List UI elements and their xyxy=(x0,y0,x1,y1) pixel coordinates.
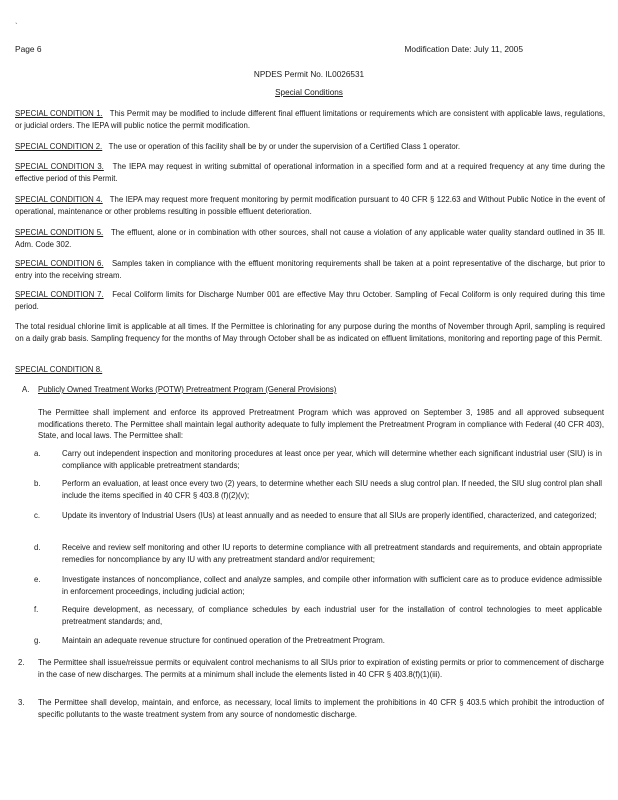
list-item-a xyxy=(34,448,602,471)
item-text: Investigate instances of noncompliance, collect and analyze samples, and compile other information with sufficient care as to produce evidence admissible in enforcement proceedings, including judicial action; xyxy=(62,575,602,596)
item-text: Update its inventory of Industrial Users (IUs) at least annually and as needed to ensure that all SIUs are properly identified, characterized, and categorized; xyxy=(62,511,597,520)
list-item-c xyxy=(34,510,602,522)
permit-number: NPDES Permit No. IL0026531 xyxy=(253,70,365,79)
condition-label: SPECIAL CONDITION 5. xyxy=(15,228,104,237)
list-item-e xyxy=(34,574,602,597)
item-text: The Permittee shall develop, maintain, and enforce, as necessary, local limits to implement the prohibitions in 40 CFR § 403.5 which prohibit the introduction of specific pollutants to the waste treatment system from any source of nondomestic discharge. xyxy=(38,698,604,719)
special-condition-7 xyxy=(15,289,605,312)
numbered-item-3 xyxy=(18,697,604,720)
chlorine-paragraph: The total residual chlorine limit is applicable at all times. If the Permittee is chlorinating for any purpose during the months of November through April, sampling is required on a daily grab basis. Sampling frequency for the months of May through October shall be as indicated on effluent limitations, monitoring and reporting page of this Permit. xyxy=(15,322,605,343)
condition-text: The IEPA may request in writing submittal of operational information in a specified form and at a required frequency at any time during the effective period of this Permit. xyxy=(15,162,606,183)
condition-label: SPECIAL CONDITION 6. xyxy=(15,259,104,268)
special-condition-1 xyxy=(15,108,605,131)
item-label: 3. xyxy=(18,698,25,707)
section-title: Special Conditions xyxy=(275,88,343,97)
numbered-item-2 xyxy=(18,657,604,680)
special-condition-8-label: SPECIAL CONDITION 8. xyxy=(15,365,103,374)
special-condition-2 xyxy=(15,141,605,153)
item-text: Maintain an adequate revenue structure for continued operation of the Pretreatment Program. xyxy=(62,636,385,645)
item-label: f. xyxy=(34,605,39,614)
item-label: d. xyxy=(34,543,41,552)
list-item-d xyxy=(34,542,602,565)
item-a-label: A. xyxy=(22,385,30,394)
condition-label: SPECIAL CONDITION 2. xyxy=(15,142,103,151)
list-item-b xyxy=(34,478,602,501)
special-condition-3 xyxy=(15,161,605,184)
item-label: e. xyxy=(34,575,41,584)
list-item-g xyxy=(34,635,602,647)
list-item-f xyxy=(34,604,602,627)
pretreatment-intro: The Permittee shall implement and enforce its approved Pretreatment Program which was approved on September 3, 1985 and all approved subsequent modifications thereto. The Permittee shall maintain legal authority adequate to fully implement the Pretreatment Program in compliance with Federal (40 CFR 403), State, and local laws. The Permittee shall: xyxy=(38,408,604,441)
item-label: 2. xyxy=(18,658,25,667)
item-text: Carry out independent inspection and monitoring procedures at least once per year, which will determine whether each significant industrial user (SIU) is in compliance with applicable pretreatment standards; xyxy=(62,449,602,470)
item-label: g. xyxy=(34,636,41,645)
condition-label: SPECIAL CONDITION 3. xyxy=(15,162,104,171)
special-condition-5 xyxy=(15,227,605,250)
special-condition-4 xyxy=(15,194,605,217)
condition-text: Fecal Coliform limits for Discharge Number 001 are effective May thru October. Sampling of Fecal Coliform is only required during this time period. xyxy=(15,290,605,311)
page-number: Page 6 xyxy=(15,44,42,54)
item-text: The Permittee shall issue/reissue permits or equivalent control mechanisms to all SIUs prior to expiration of existing permits or prior to commencement of discharge in the case of new discharges. The permits at a minimum shall include the elements listed in 40 CFR § 403.8(f)(1)(iii). xyxy=(38,658,604,679)
top-mark: ` xyxy=(15,22,18,31)
condition-text: Samples taken in compliance with the effluent monitoring requirements shall be taken at a point representative of the discharge, but prior to entry into the receiving stream. xyxy=(15,259,606,280)
item-text: Receive and review self monitoring and other IU reports to determine compliance with all pretreatment standards and requirements, and obtain appropriate remedies for noncompliance by any IU with any pretreatment standard and/or requirement; xyxy=(62,543,602,564)
modification-date: Modification Date: July 11, 2005 xyxy=(404,44,523,54)
condition-text: The effluent, alone or in combination with other sources, shall not cause a violation of any applicable water quality standard outlined in 35 Ill. Adm. Code 302. xyxy=(15,228,605,249)
item-text: Require development, as necessary, of compliance schedules by each industrial user for the installation of control technologies to meet applicable pretreatment standards; and, xyxy=(62,605,602,626)
condition-text: The use or operation of this facility shall be by or under the supervision of a Certified Class 1 operator. xyxy=(108,142,461,151)
item-a-title: Publicly Owned Treatment Works (POTW) Pretreatment Program (General Provisions) xyxy=(38,385,337,394)
condition-text: The IEPA may request more frequent monitoring by permit modification pursuant to 40 CFR § 122.63 and Without Public Notice in the event of operational, maintenance or other problems resulting in possible effluent deterioration. xyxy=(15,195,605,216)
condition-label: SPECIAL CONDITION 4. xyxy=(15,195,103,204)
condition-text: This Permit may be modified to include different final effluent limitations or requirements which are consistent with applicable laws, regulations, or judicial orders. The IEPA will public notice the permit modification. xyxy=(15,109,605,130)
item-label: b. xyxy=(34,479,41,488)
special-condition-6 xyxy=(15,258,605,281)
item-label: c. xyxy=(34,511,41,520)
item-label: a. xyxy=(34,449,41,458)
item-text: Perform an evaluation, at least once every two (2) years, to determine whether each SIU needs a slug control plan. If needed, the SIU slug control plan shall include the items specified in 40 CFR § 403.8 (f)(2)(v); xyxy=(62,479,602,500)
condition-label: SPECIAL CONDITION 1. xyxy=(15,109,103,118)
condition-label: SPECIAL CONDITION 7. xyxy=(15,290,104,299)
